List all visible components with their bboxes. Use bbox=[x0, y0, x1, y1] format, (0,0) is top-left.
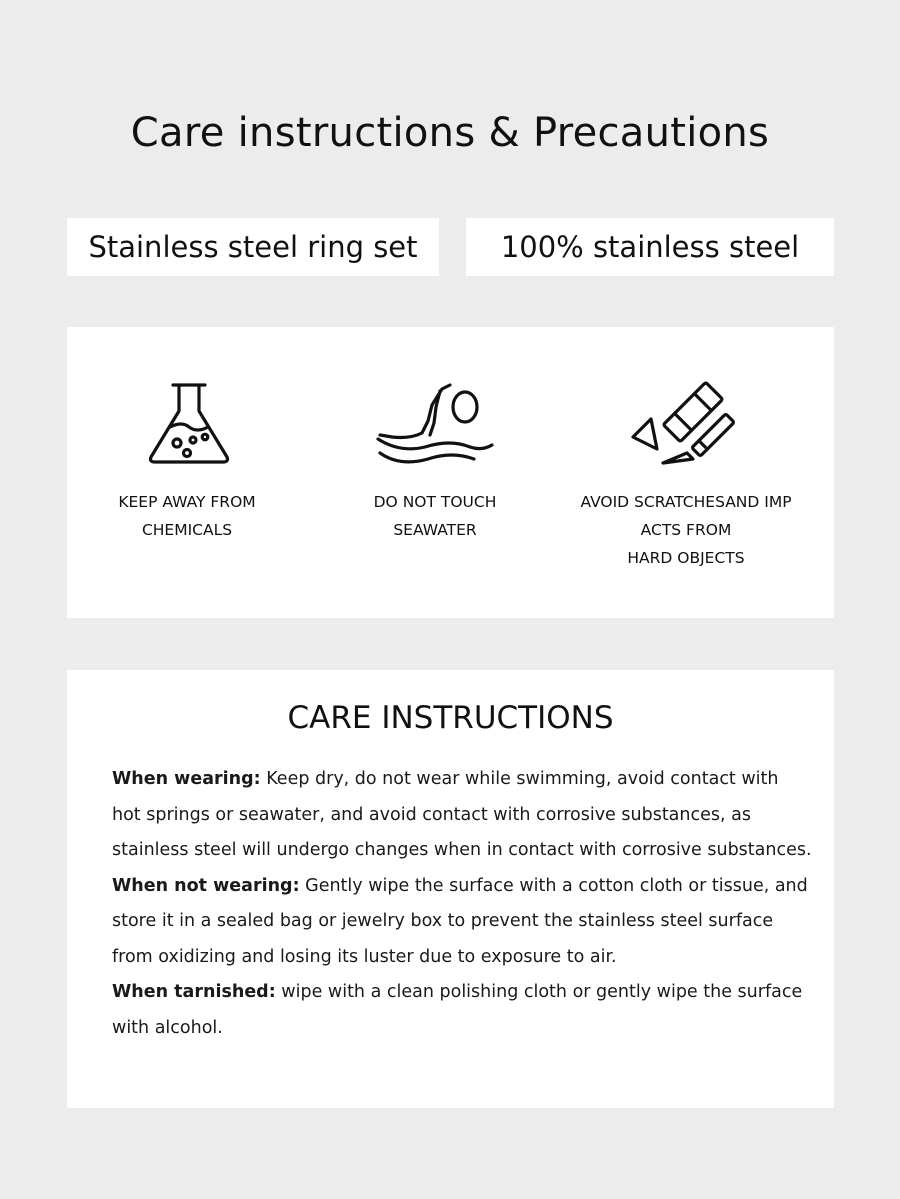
swimmer-icon bbox=[370, 377, 500, 472]
care-item-text: wipe with a clean polishing cloth or gently wipe the surface with alcohol. bbox=[112, 982, 803, 1038]
care-instructions-card bbox=[67, 670, 834, 1108]
page-title: Care instructions & Precautions bbox=[130, 110, 770, 156]
precaution-seawater bbox=[310, 377, 560, 544]
precaution-caption: DO NOT TOUCH SEAWATER bbox=[373, 493, 497, 539]
care-item-wearing bbox=[112, 762, 812, 869]
care-heading: CARE INSTRUCTIONS bbox=[287, 700, 614, 736]
chemical-flask-icon bbox=[137, 377, 237, 472]
care-item-text: Gently wipe the surface with a cotton cloth or tissue, and store it in a sealed bag or jewelry box to prevent the stainless steel surface from oxidizing and losing its luster due to exposure to air. bbox=[112, 875, 808, 967]
precautions-card bbox=[67, 327, 834, 618]
material-tag: 100% stainless steel bbox=[466, 218, 834, 276]
care-item-label: When wearing: bbox=[112, 769, 261, 789]
precaution-caption: AVOID SCRATCHESAND IMP ACTS FROM HARD OBJECTS bbox=[580, 493, 792, 567]
care-body bbox=[112, 762, 812, 1046]
care-item-label: When not wearing: bbox=[112, 875, 300, 896]
care-item-tarnished bbox=[112, 975, 812, 1046]
precaution-chemicals bbox=[62, 377, 312, 544]
hammer-icon bbox=[621, 377, 751, 472]
product-name-tag: Stainless steel ring set bbox=[67, 218, 439, 276]
care-item-label: When tarnished: bbox=[112, 982, 276, 1002]
care-item-text: Keep dry, do not wear while swimming, avoid contact with hot springs or seawater, and avoid contact with corrosive substances, as stainless steel will undergo changes when in contact with corrosive substances. bbox=[112, 769, 812, 860]
care-item-not-wearing bbox=[112, 869, 812, 976]
precaution-hard-objects bbox=[561, 377, 811, 572]
precaution-caption: KEEP AWAY FROM CHEMICALS bbox=[118, 493, 256, 539]
